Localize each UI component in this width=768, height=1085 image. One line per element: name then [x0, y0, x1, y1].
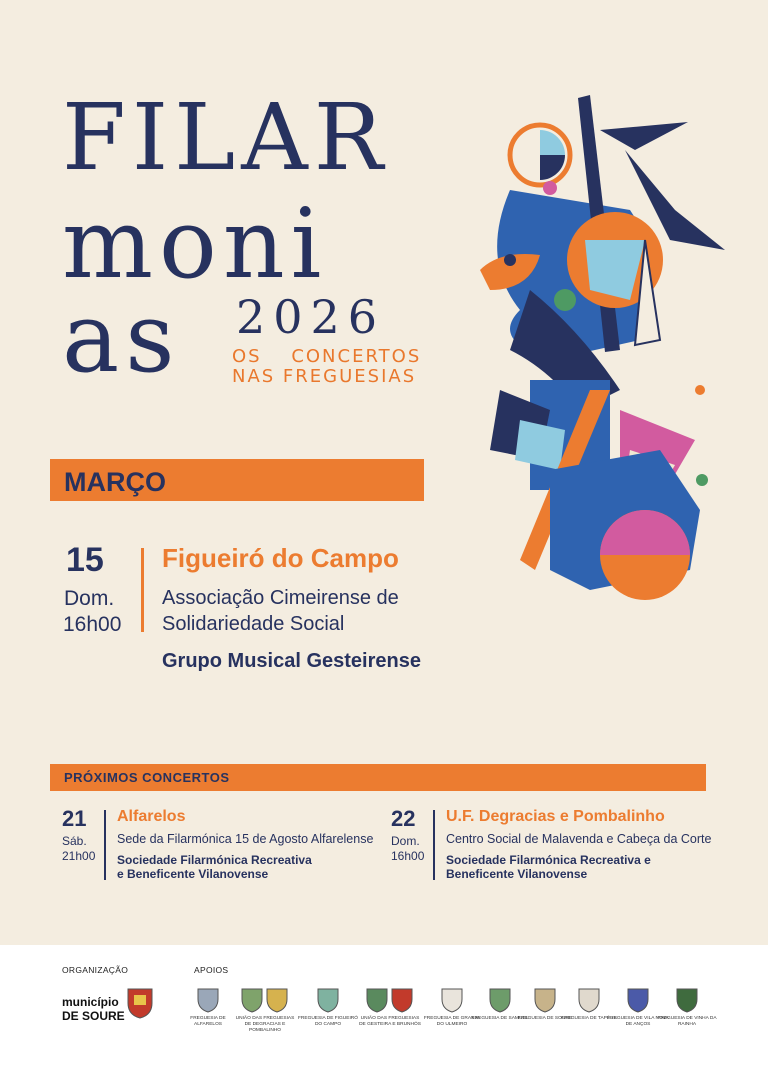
- featured-event-day: 15: [66, 541, 104, 579]
- instruments-illustration: [470, 90, 730, 640]
- crest-icon: [488, 985, 512, 1013]
- featured-event-venue-line-2: Solidariedade Social: [162, 613, 345, 635]
- concert-place: U.F. Degracias e Pombalinho: [446, 808, 665, 825]
- concert-day: 22: [391, 806, 416, 831]
- sponsor-vinha-da-rainha: FREGUESIA DE VINHA DA RAINHA: [656, 985, 718, 1028]
- concert-place: Alfarelos: [117, 808, 186, 825]
- concert-venue: Centro Social de Malavenda e Cabeça da Corte: [446, 832, 712, 846]
- sponsor-tapeus: FREGUESIA DE TAPÉUS: [558, 985, 620, 1022]
- crest-icon: [365, 985, 415, 1013]
- concert-venue: Sede da Filarmónica 15 de Agosto Alfarelense: [117, 832, 374, 846]
- month-banner: [50, 459, 424, 501]
- sponsor-degracias-pombalinho: UNIÃO DAS FREGUESIAS DE DEGRACIAS E POMBALINHO: [234, 985, 296, 1035]
- crest-icon: [577, 985, 601, 1013]
- featured-event-time: 16h00: [63, 613, 122, 636]
- featured-event-weekday: Dom.: [64, 587, 115, 610]
- concert-band-line-2: e Beneficente Vilanovense: [117, 867, 269, 881]
- subtitle-line-1: OS CONCERTOS: [232, 346, 422, 367]
- footer: [0, 945, 768, 1085]
- title-line-1: FILAR: [62, 84, 389, 191]
- sponsor-samuel: FREGUESIA DE SAMUEL: [469, 985, 531, 1022]
- concert-band-line-1: Sociedade Filarmónica Recreativa e: [446, 853, 651, 867]
- featured-event-band: Grupo Musical Gesteirense: [162, 650, 421, 672]
- month-label: MARÇO: [64, 467, 166, 497]
- crest-icon: [240, 985, 290, 1013]
- sponsor-alfarelos: FREGUESIA DE ALFARELOS: [177, 985, 239, 1028]
- concert-weekday: Sáb.: [62, 834, 87, 848]
- concert-band-line-1: Sociedade Filarmónica Recreativa: [117, 853, 312, 867]
- crest-icon: [316, 985, 340, 1013]
- concert-day: 21: [62, 806, 87, 831]
- sponsor-gesteira-brunhos: UNIÃO DAS FREGUESIAS DE GESTEIRA E BRUNHÓS: [359, 985, 421, 1028]
- concert-divider: [433, 810, 435, 880]
- art-dot-navy: [504, 254, 516, 266]
- sponsor-soure: FREGUESIA DE SOURE: [514, 985, 576, 1022]
- municipio-logo-line-1: município: [62, 995, 119, 1009]
- next-concerts-label: PRÓXIMOS CONCERTOS: [64, 770, 230, 785]
- crest-icon: [626, 985, 650, 1013]
- next-concerts-banner: [50, 764, 706, 791]
- concert-time: 16h00: [391, 849, 425, 863]
- sponsor-granja-do-ulmeiro: FREGUESIA DE GRANJA DO ULMEIRO: [421, 985, 483, 1028]
- crest-icon: [533, 985, 557, 1013]
- title-year: 2026: [236, 290, 386, 344]
- concert-time: 21h00: [62, 849, 96, 863]
- featured-event-venue-line-1: Associação Cimeirense de: [162, 587, 399, 609]
- concert-band-line-2: Beneficente Vilanovense: [446, 867, 588, 881]
- subtitle-line-2: NAS FREGUESIAS: [232, 366, 417, 387]
- sponsor-figueiro-do-campo: FREGUESIA DE FIGUEIRÓ DO CAMPO: [297, 985, 359, 1028]
- concert-weekday: Dom.: [391, 834, 420, 848]
- art-dot-pink: [543, 181, 557, 195]
- art-triangle-top: [600, 122, 688, 150]
- crest-icon: [675, 985, 699, 1013]
- crest-icon: [196, 985, 220, 1013]
- art-dot-orange: [695, 385, 705, 395]
- featured-event-place: Figueiró do Campo: [162, 543, 399, 573]
- municipio-crest-icon: [125, 985, 155, 1019]
- art-dot-green: [554, 289, 576, 311]
- title-line-3: as: [62, 282, 181, 394]
- concert-divider: [104, 810, 106, 880]
- municipio-logo-line-2: DE SOURE: [62, 1009, 125, 1023]
- crest-icon: [440, 985, 464, 1013]
- art-dot-green-2: [696, 474, 708, 486]
- apoios-label: APOIOS: [194, 965, 229, 975]
- title-line-2: moni: [62, 188, 328, 300]
- sponsor-vila-nova-de-ancos: FREGUESIA DE VILA NOVA DE ANÇOS: [607, 985, 669, 1028]
- organizacao-label: ORGANIZAÇÃO: [62, 965, 129, 975]
- featured-event-divider: [141, 548, 144, 632]
